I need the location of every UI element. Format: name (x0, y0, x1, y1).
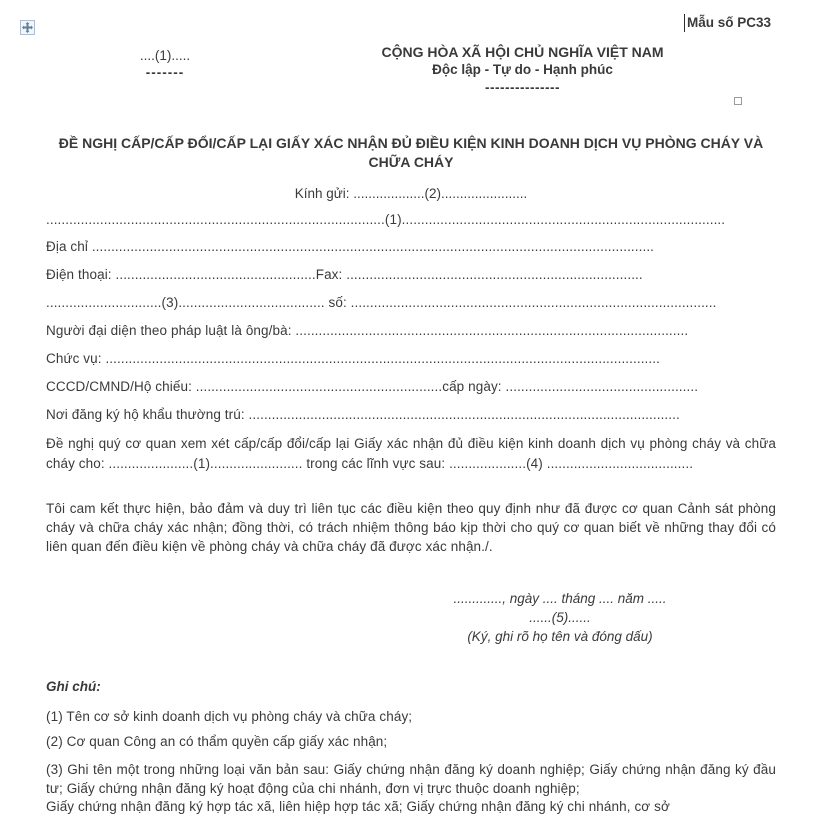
field-id-number: CCCD/CMND/Hộ chiếu: ................................................................cấp ngày: .................................................. (46, 379, 699, 394)
document-title: ĐỀ NGHỊ CẤP/CẤP ĐỔI/CẤP LẠI GIẤY XÁC NHẬN ĐỦ ĐIỀU KIỆN KINH DOANH DỊCH VỤ PHÒNG CHÁY VÀ CHỮA CHÁY (58, 135, 764, 170)
field-document-number: ..............................(3)...................................... số: ............................................................................................... (46, 295, 717, 310)
field-name-line: ........................................................................................(1).................................................................................... (46, 212, 726, 227)
field-permanent-residence: Nơi đăng ký hộ khẩu thường trú: ................................................................................................................ (46, 407, 680, 422)
national-title: CỘNG HÒA XÃ HỘI CHỦ NGHĨA VIỆT NAM (381, 44, 664, 60)
notes-heading: Ghi chú: (46, 679, 101, 694)
signature-block (380, 589, 740, 646)
request-paragraph: Đề nghị quý cơ quan xem xét cấp/cấp đổi/cấp lại Giấy xác nhận đủ điều kiện kinh doanh dịch vụ phòng cháy và chữa cháy cho: ......................(1)........................ trong các lĩnh vực sau: ....................(4) ...................................... (46, 436, 776, 471)
signature-date-line: ............., ngày .... tháng .... năm ..... (453, 591, 667, 606)
commitment-paragraph: Tôi cam kết thực hiện, bảo đảm và duy trì liên tục các điều kiện theo quy định như đã được cơ quan Cảnh sát phòng cháy và chữa cháy xác nhận; đồng thời, có trách nhiệm thông báo kịp thời cho quý cơ quan biết về những thay đổi có liên quan đến điều kiện về phòng cháy và chữa cháy đã được xác nhận./. (46, 501, 776, 554)
signature-instruction: (Ký, ghi rõ họ tên và đóng dấu) (467, 629, 653, 644)
note-2: (2) Cơ quan Công an có thẩm quyền cấp giấy xác nhận; (46, 734, 388, 749)
salutation-line: Kính gửi: ...................(2)....................... (294, 186, 528, 201)
motto-divider: --------------- (485, 80, 560, 95)
note-3: (3) Ghi tên một trong những loại văn bản sau: Giấy chứng nhận đăng ký doanh nghiệp; Giấy chứng nhận đăng ký đầu tư; Giấy chứng nhận đăng ký hoạt động của chi nhánh, đơn vị trực thuộc doanh nghiệp; (46, 762, 776, 796)
table-move-handle-icon[interactable] (20, 20, 35, 35)
text-cursor (684, 14, 685, 32)
table-resize-handle[interactable] (734, 97, 742, 105)
field-position: Chức vụ: ................................................................................................................................................ (46, 351, 660, 366)
national-motto: Độc lập - Tự do - Hạnh phúc (432, 62, 613, 77)
note-1: (1) Tên cơ sở kinh doanh dịch vụ phòng cháy và chữa cháy; (46, 709, 413, 724)
field-address: Địa chỉ .................................................................................................................................................. (46, 239, 655, 254)
field-phone-fax: Điện thoại: ....................................................Fax: ............................................................................. (46, 267, 643, 282)
header-left-divider: ------- (145, 65, 185, 80)
issuer-placeholder: ....(1)..... (139, 48, 191, 63)
form-code: Mẫu số PC33 (687, 15, 772, 30)
field-legal-representative: Người đại diện theo pháp luật là ông/bà: ...................................................................................................... (46, 323, 689, 338)
move-arrows-icon (22, 22, 33, 33)
header-right-column (350, 43, 695, 97)
header-left-column (85, 47, 245, 81)
note-3-continuation-clipped: Giấy chứng nhận đăng ký hợp tác xã, liên hiệp hợp tác xã; Giấy chứng nhận đăng ký chi nhánh, cơ sở (46, 799, 670, 814)
signature-signer-placeholder: ......(5)...... (529, 610, 591, 625)
